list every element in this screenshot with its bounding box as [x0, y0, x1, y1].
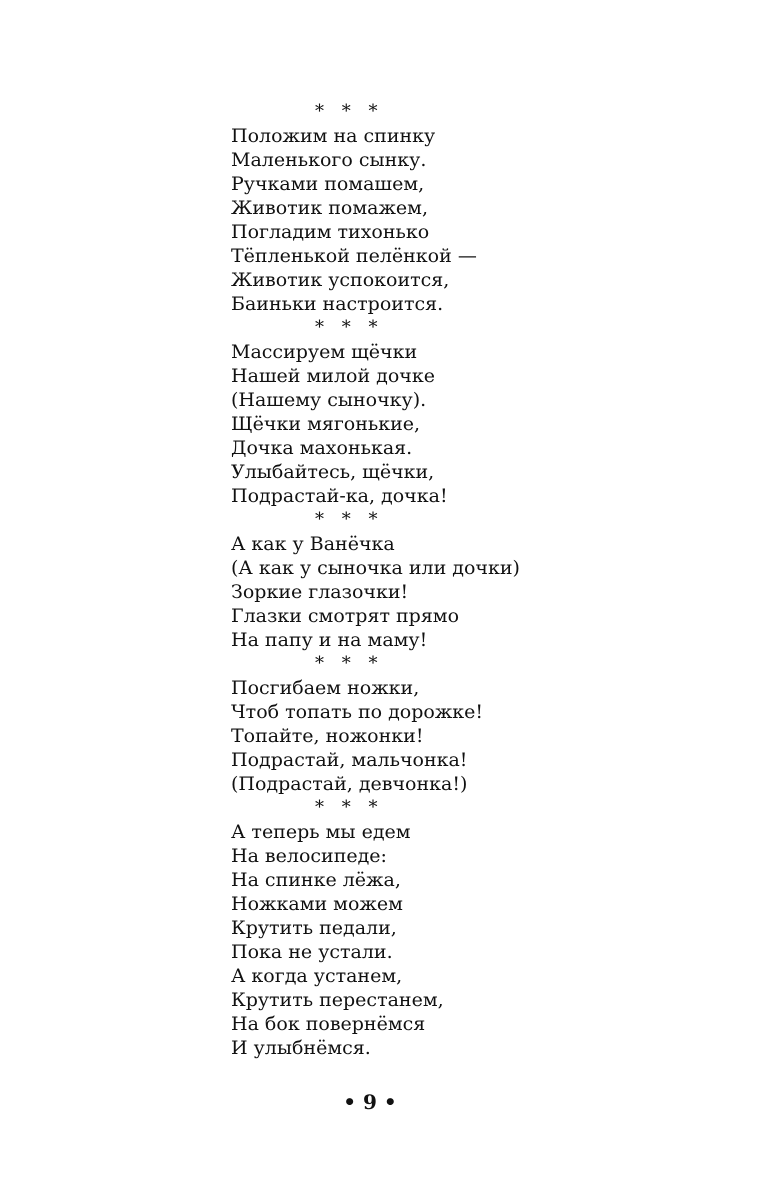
stanza-separator: * * *: [315, 317, 384, 338]
page-number: • 9 •: [343, 1090, 397, 1114]
poem-line: Нашей милой дочке: [231, 365, 435, 387]
stanza: [231, 508, 711, 652]
poem-line: Ручками помашем,: [231, 173, 425, 195]
poem-line: Пока не устали.: [231, 941, 393, 963]
poem-line: Посгибаем ножки,: [231, 677, 420, 699]
poem-line: Крутить педали,: [231, 917, 397, 939]
poem-line: А когда устанем,: [231, 965, 403, 987]
poem-line: Подрастай-ка, дочка!: [231, 485, 448, 507]
poem-line: На бок повернёмся: [231, 1013, 426, 1035]
stanza: [231, 652, 711, 796]
stanza-separator: * * *: [315, 509, 384, 530]
poem-line: На папу и на маму!: [231, 629, 428, 651]
poem-line: А как у Ванёчка: [231, 533, 395, 555]
poem-line: Животик успокоится,: [231, 269, 450, 291]
stanza-separator: * * *: [315, 653, 384, 674]
stanza-separator: * * *: [315, 101, 384, 122]
poem-line: (Подрастай, девчонка!): [231, 773, 468, 795]
poem-line: Глазки смотрят прямо: [231, 605, 460, 627]
poem-line: Улыбайтесь, щёчки,: [231, 461, 435, 483]
poem-line: А теперь мы едем: [231, 821, 411, 843]
poem-line: На спинке лёжа,: [231, 869, 401, 891]
poem-line: Дочка махонькая.: [231, 437, 413, 459]
poem-line: Массируем щёчки: [231, 341, 418, 363]
poem-line: Животик помажем,: [231, 197, 428, 219]
poem-line: Подрастай, мальчонка!: [231, 749, 468, 771]
poem-line: Чтоб топать по дорожке!: [231, 701, 484, 723]
poem-line: Крутить перестанем,: [231, 989, 444, 1011]
poem-line: Тёпленькой пелёнкой —: [231, 245, 477, 267]
poem-line: Ножками можем: [231, 893, 403, 915]
poem-line: Топайте, ножонки!: [231, 725, 424, 747]
poem-collection: [231, 100, 711, 1060]
stanza: [231, 100, 711, 316]
poem-line: (А как у сыночка или дочки): [231, 557, 520, 579]
stanza-separator: * * *: [315, 797, 384, 818]
poem-line: Щёчки мягонькие,: [231, 413, 421, 435]
poem-line: Погладим тихонько: [231, 221, 430, 243]
poem-line: Баиньки настроится.: [231, 293, 444, 315]
poem-line: Положим на спинку: [231, 125, 436, 147]
poem-line: И улыбнёмся.: [231, 1037, 371, 1059]
poem-line: На велосипеде:: [231, 845, 387, 867]
poem-line: Маленького сынку.: [231, 149, 427, 171]
poem-line: Зоркие глазочки!: [231, 581, 409, 603]
stanza: [231, 316, 711, 508]
stanza: [231, 796, 711, 1060]
poem-line: (Нашему сыночку).: [231, 389, 427, 411]
